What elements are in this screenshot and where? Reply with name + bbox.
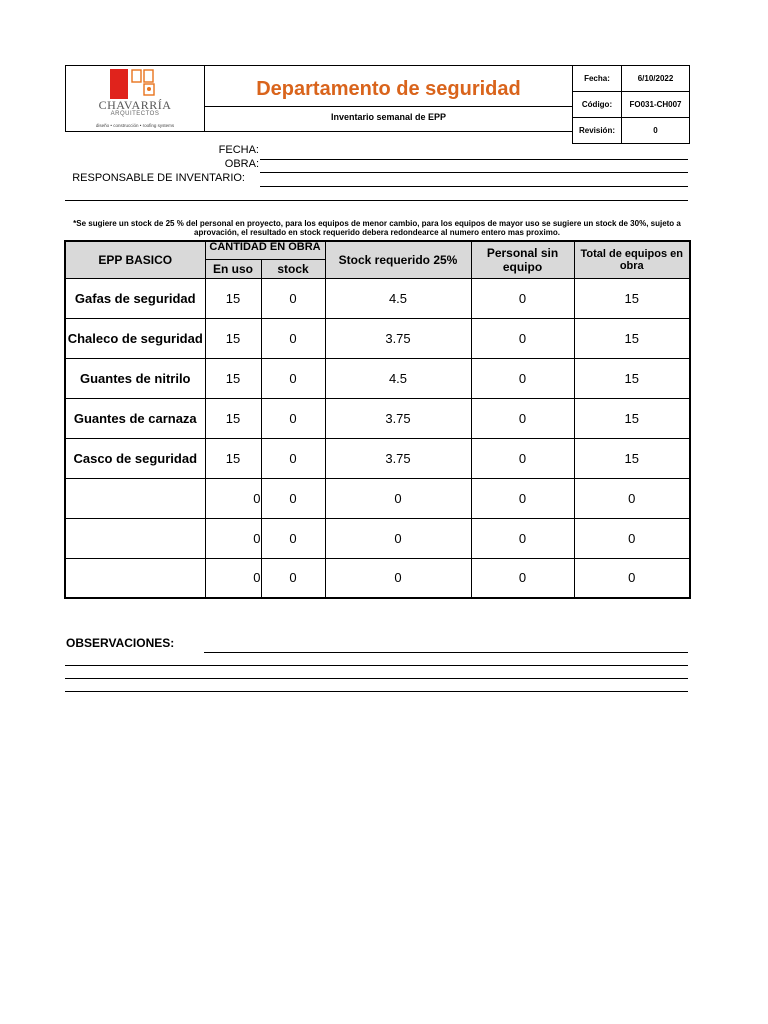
stock-requerido-cell: 4.5 — [325, 358, 471, 398]
total-equipos-cell: 0 — [574, 478, 690, 518]
stock-requerido-cell: 4.5 — [325, 278, 471, 318]
observaciones-line[interactable] — [204, 652, 688, 653]
stock-cell: 0 — [261, 518, 325, 558]
en-uso-cell: 15 — [205, 278, 261, 318]
total-equipos-cell: 15 — [574, 398, 690, 438]
stock-requerido-cell: 3.75 — [325, 398, 471, 438]
meta-key: Revisión: — [573, 118, 622, 144]
meta-value-codigo: FO031-CH007 — [622, 92, 690, 118]
responsable-field-line[interactable] — [260, 186, 688, 187]
stock-requerido-cell: 0 — [325, 478, 471, 518]
personal-sin-equipo-cell: 0 — [471, 318, 574, 358]
fecha-label: FECHA: — [218, 144, 259, 156]
personal-sin-equipo-cell: 0 — [471, 518, 574, 558]
stock-cell: 0 — [261, 398, 325, 438]
en-uso-cell: 0 — [205, 558, 261, 598]
header-cantidad-en-obra: CANTIDAD EN OBRA — [205, 241, 325, 259]
responsable-label: RESPONSABLE DE INVENTARIO: — [72, 172, 245, 184]
logo-subtitle: ARQUITECTOS — [110, 111, 160, 117]
table-row — [65, 398, 690, 438]
personal-sin-equipo-cell: 0 — [471, 438, 574, 478]
table-header-row — [65, 241, 690, 259]
header-total-equipos: Total de equipos en obra — [574, 241, 690, 278]
stock-cell: 0 — [261, 358, 325, 398]
table-row — [65, 278, 690, 318]
personal-sin-equipo-cell: 0 — [471, 398, 574, 438]
total-equipos-cell: 15 — [574, 438, 690, 478]
observaciones-label: OBSERVACIONES: — [66, 636, 175, 650]
stock-cell: 0 — [261, 278, 325, 318]
total-equipos-cell: 0 — [574, 558, 690, 598]
en-uso-cell: 15 — [205, 398, 261, 438]
header-personal-sin-equipo: Personal sin equipo — [471, 241, 574, 278]
stock-requerido-cell: 0 — [325, 518, 471, 558]
observaciones-line[interactable] — [65, 678, 688, 679]
page-subtitle: Inventario semanal de EPP — [330, 112, 447, 122]
company-logo — [65, 65, 205, 132]
epp-name-cell: Guantes de nitrilo — [65, 358, 205, 398]
table-row — [65, 518, 690, 558]
observaciones-line[interactable] — [65, 665, 688, 666]
en-uso-cell: 15 — [205, 438, 261, 478]
table-row — [65, 478, 690, 518]
obra-field-line[interactable] — [260, 172, 688, 173]
meta-value-fecha: 6/10/2022 — [622, 66, 690, 92]
personal-sin-equipo-cell: 0 — [471, 358, 574, 398]
personal-sin-equipo-cell: 0 — [471, 278, 574, 318]
page-title: Departamento de seguridad — [256, 78, 521, 100]
en-uso-cell: 0 — [205, 478, 261, 518]
header-en-uso: En uso — [205, 259, 261, 278]
total-equipos-cell: 15 — [574, 278, 690, 318]
epp-name-cell — [65, 518, 205, 558]
stock-requerido-cell: 3.75 — [325, 318, 471, 358]
obra-label: OBRA: — [224, 158, 259, 170]
title-divider — [205, 106, 572, 107]
title-block — [204, 65, 573, 132]
epp-inventory-table — [64, 240, 691, 599]
total-equipos-cell: 15 — [574, 318, 690, 358]
stock-cell: 0 — [261, 558, 325, 598]
personal-sin-equipo-cell: 0 — [471, 558, 574, 598]
separator-line — [65, 200, 688, 201]
document-meta-table — [572, 65, 690, 144]
fecha-field-line[interactable] — [260, 159, 688, 160]
logo-name: CHAVARRÍA — [98, 98, 172, 112]
personal-sin-equipo-cell: 0 — [471, 478, 574, 518]
header-stock-requerido: Stock requerido 25% — [325, 241, 471, 278]
total-equipos-cell: 0 — [574, 518, 690, 558]
stock-requerido-cell: 3.75 — [325, 438, 471, 478]
total-equipos-cell: 15 — [574, 358, 690, 398]
stock-cell: 0 — [261, 438, 325, 478]
table-row — [65, 318, 690, 358]
meta-key: Código: — [573, 92, 622, 118]
meta-key: Fecha: — [573, 66, 622, 92]
en-uso-cell: 15 — [205, 318, 261, 358]
table-row — [65, 438, 690, 478]
header-epp-basico: EPP BASICO — [65, 241, 205, 278]
epp-name-cell: Gafas de seguridad — [65, 278, 205, 318]
meta-row-codigo — [573, 92, 690, 118]
meta-value-revision: 0 — [622, 118, 690, 144]
epp-name-cell — [65, 478, 205, 518]
logo-mark-icon — [110, 69, 158, 99]
observaciones-line[interactable] — [65, 691, 688, 692]
meta-row-revision — [573, 118, 690, 144]
epp-name-cell: Guantes de carnaza — [65, 398, 205, 438]
stock-cell: 0 — [261, 478, 325, 518]
table-row — [65, 358, 690, 398]
header-stock: stock — [261, 259, 325, 278]
stock-note: *Se sugiere un stock de 25 % del personal en proyecto, para los equipos de menor cambio, para los equipos de mayor uso se sugiere un stock de 30%, sujeto a aprovación, el resultado en stock requerido debera redondearce al numero entero mas proximo. — [73, 219, 681, 237]
logo-tagline: diseño • construcción • roofing systems — [95, 123, 175, 128]
en-uso-cell: 15 — [205, 358, 261, 398]
epp-name-cell: Chaleco de seguridad — [65, 318, 205, 358]
en-uso-cell: 0 — [205, 518, 261, 558]
epp-name-cell — [65, 558, 205, 598]
stock-requerido-cell: 0 — [325, 558, 471, 598]
stock-cell: 0 — [261, 318, 325, 358]
table-row — [65, 558, 690, 598]
epp-name-cell: Casco de seguridad — [65, 438, 205, 478]
meta-row-fecha — [573, 66, 690, 92]
